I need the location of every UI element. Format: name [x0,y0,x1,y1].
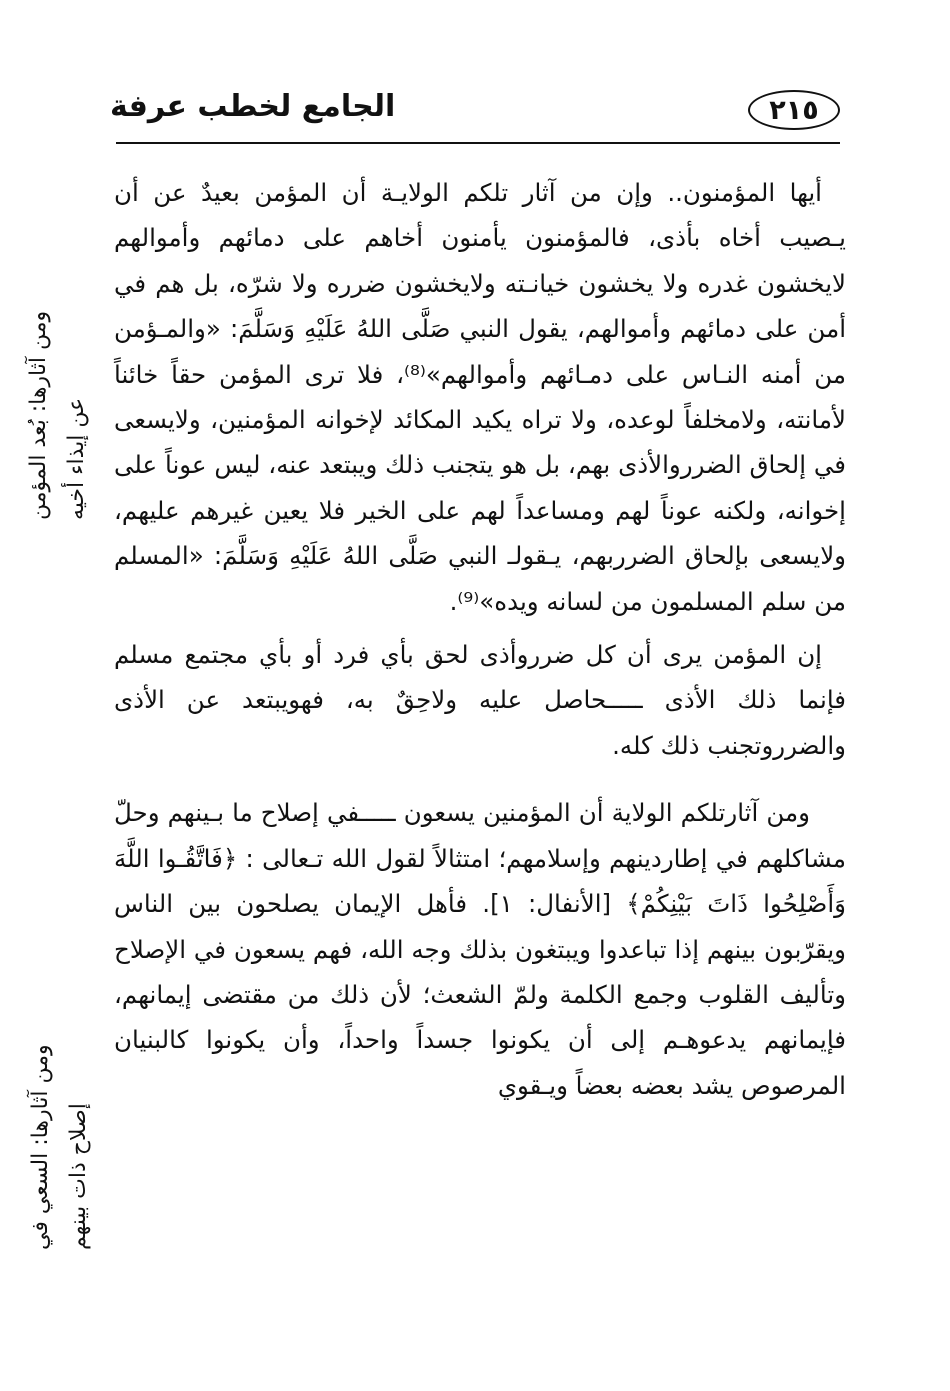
paragraph-3: ومن آثارتلكم الولاية أن المؤمنين يسعون ـــــفي إصلاح ما بـينهم وحلّ مشاكلهم في إطاردينهم وإسلامهم؛ امتثالاً لقول الله تـعالى : ﴿فَاتَّقُـوا اللَّهَ وَأَصْلِحُوا ذَاتَ بَيْنِكُمْ﴾ [الأنفال: ١]. فأهل الإيمان يصلحون بين الناس ويقرّبون بينهم إذا تباعدوا ويبتغون بذلك وجه الله، فهم يسعون في الإصلاح وتأليف القلوب وجمع الكلمة ولمّ الشعث؛ لأن ذلك من مقتضى إيمانهم، فإيمانهم يدعوهـم إلى أن يكونوا جسداً واحداً، وأن يكونوا كالبنيان المرصوص يشد بعضه بعضاً ويـقوي [114,798,846,1100]
margin-note-2-line-2: إصلاح ذات بينهم [66,1103,91,1250]
margin-note-2 [22,930,98,1250]
margin-note-2-line-1: ومن آثارها: السعي في [28,1044,53,1250]
page-number: ٢١٥ [748,90,840,130]
book-title: الجامع لخطب عرفة [110,89,396,124]
body-text [114,170,846,1108]
paragraph-1: أيها المؤمنون.. وإن من آثار تلكم الولايـة أن المؤمن بعيدٌ عن أن يـصيب أخاه بأذى، فالمؤمنون يأمنون أخاهم على دمائهم وأموالهم لايخشون غدره ولا يخشون خيانـته ولايخشون ضرره ولا شرّه، بل هم في أمن على دمائهم وأموالهم، يقول النبي صَلَّى اللهُ عَلَيْهِ وَسَلَّمَ: «والمـؤمن من أمنه النـاس على دمـائهم وأموالهم»⁽⁸⁾، فلا ترى المؤمن حقاً خائناً لأمانته، ولامخلفاً لوعده، ولا تراه يكيد المكائد لإخوانه المؤمنين، ولايسعى في إلحاق الضرروالأذى بهم، بل هو يتجنب ذلك ويبتعد عنه، ليس عوناً على إخوانه، ولكنه عوناً لهم ومساعداً لهم على الخير فلا يعين غيرهم عليهم، ولايسعى بإلحاق الضرربهم، يـقولـ النبي صَلَّى اللهُ عَلَيْهِ وَسَلَّمَ: «المسلم من سلم المسلمون من لسانه ويده»⁽⁹⁾. [114,178,846,616]
margin-note-1-line-1: ومن آثارها: بُعد المؤمن [26,310,51,520]
margin-note-1 [20,180,96,520]
page-header [0,0,950,160]
header-divider [116,142,840,144]
margin-note-1-line-2: عن إيذاء أخيه [64,397,89,520]
paragraph-2: إن المؤمن يرى أن كل ضرروأذى لحق بأي فرد أو بأي مجتمع مسلم فإنما ذلك الأذى ـــــحاصل عليه ولاحِقٌ به، فهويبتعد عن الأذى والضرروتجنب ذلك كله. [114,640,846,760]
